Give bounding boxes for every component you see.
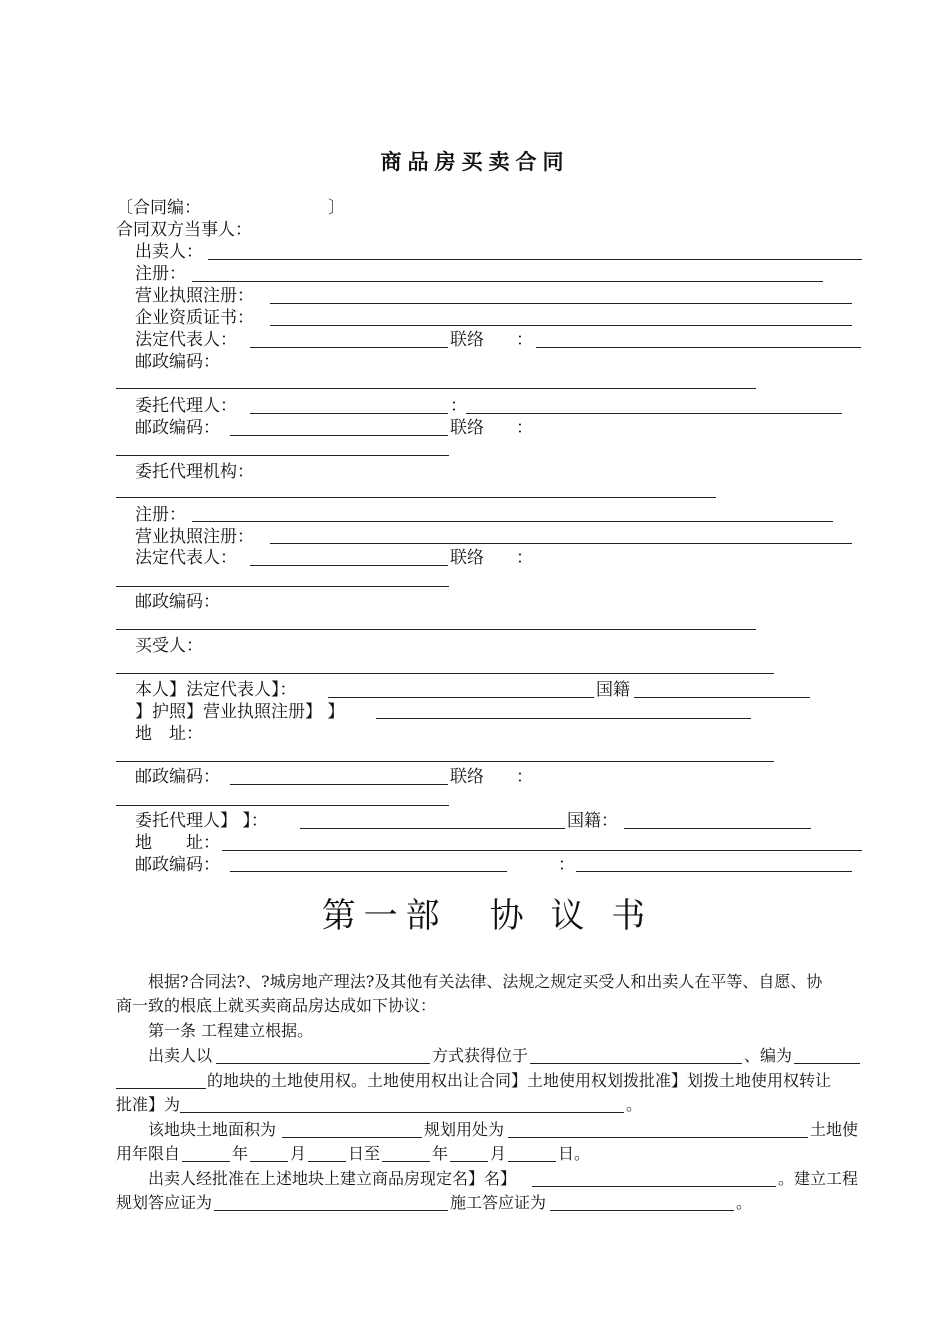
para3-planning-permit-field[interactable] <box>214 1210 448 1211</box>
seller-postcode-label: 邮政编码： <box>135 352 220 372</box>
agent-colon: ： <box>450 396 467 416</box>
agent-label: 委托代理人： <box>135 396 237 416</box>
para3-e: 。 <box>736 1193 753 1212</box>
para3-b: 。建立工程 <box>778 1169 859 1188</box>
seller-legal-rep-label: 法定代表人： <box>135 330 237 350</box>
article-1-heading: 第一条 工程建立根据。 <box>148 1021 314 1040</box>
para1-b: 方式获得位于 <box>432 1046 529 1065</box>
buyer-agent-label: 委托代理人】 】： <box>135 811 268 831</box>
para2-start-day-field[interactable] <box>308 1161 346 1162</box>
para1-number-field-2[interactable] <box>116 1088 206 1089</box>
buyer-agent-nationality-label: 国籍： <box>567 811 618 831</box>
document-title: 商品房买卖合同 <box>380 149 570 174</box>
part-one-heading: 第一部 协 议 书 <box>321 896 654 936</box>
seller-reg-label: 注册： <box>135 264 186 284</box>
para3-name-field[interactable] <box>532 1186 776 1187</box>
para3-a: 出卖人经批准在上述地块上建立商品房现定名】名】 <box>148 1169 517 1188</box>
para2-b: 规划用处为 <box>424 1120 505 1139</box>
intro-line-1: 根据?合同法?、?城房地产理法?及其他有关法律、法规之规定买受人和出卖人在平等、自愿、协 <box>148 972 823 991</box>
para2-end-month-field[interactable] <box>450 1161 488 1162</box>
agency-contact-field[interactable] <box>116 586 449 587</box>
buyer-nationality-label: 国籍 <box>596 680 630 700</box>
buyer-address2-label: 地 址： <box>135 833 220 853</box>
buyer-name-field[interactable] <box>116 673 774 674</box>
para2-c: 土地使 <box>810 1120 859 1139</box>
agent-contact-field-2[interactable] <box>116 455 449 456</box>
agent-contact-label: 联络 <box>450 418 484 438</box>
para1-method-field[interactable] <box>216 1063 430 1064</box>
seller-label: 出卖人： <box>135 242 203 262</box>
para2-end-day-field[interactable] <box>508 1161 556 1162</box>
parties-heading: 合同双方当事人： <box>116 220 252 240</box>
agency-reg-label: 注册： <box>135 505 186 525</box>
para1-number-field[interactable] <box>794 1063 860 1064</box>
seller-contact-colon: ： <box>516 330 533 350</box>
buyer-legal-rep-field[interactable] <box>328 697 594 698</box>
buyer-contact-label: 联络 <box>450 767 484 787</box>
para1-c: 、编为 <box>744 1046 793 1065</box>
buyer-legal-rep-label: 本人】法定代表人】： <box>135 680 297 700</box>
agent-contact-colon: ： <box>516 418 533 438</box>
para2-a: 该地块土地面积为 <box>148 1120 277 1139</box>
para3-c: 规划答应证为 <box>116 1193 213 1212</box>
para1-e: 批准】为 <box>116 1095 181 1114</box>
seller-postcode-field[interactable] <box>116 388 756 389</box>
agency-postcode-field[interactable] <box>116 629 756 630</box>
buyer-passport-label: 】护照】营业执照注册】 】 <box>135 702 345 722</box>
agency-license-label: 营业执照注册： <box>135 527 254 547</box>
intro-line-2: 商一致的根底上就买卖商品房达成如下协议： <box>116 996 437 1015</box>
seller-license-field[interactable] <box>270 303 852 304</box>
buyer-postcode2-label: 邮政编码： <box>135 855 220 875</box>
contract-no-close: 〕 <box>328 198 345 218</box>
para1-d: 的地块的土地使用权。土地使用权出让合同】土地使用权划拨批准】划拨土地使用权转让 <box>207 1071 832 1090</box>
agency-postcode-label: 邮政编码： <box>135 592 220 612</box>
para1-f: 。 <box>626 1095 643 1114</box>
seller-contact-label: 联络 <box>450 330 484 350</box>
para1-location-field[interactable] <box>530 1063 742 1064</box>
buyer-nationality-field[interactable] <box>634 697 810 698</box>
para2-h: 年 <box>432 1144 449 1163</box>
seller-qualification-field[interactable] <box>270 325 852 326</box>
para1-a: 出卖人以 <box>148 1046 213 1065</box>
seller-name-field[interactable] <box>208 259 862 260</box>
para2-area-field[interactable] <box>282 1137 422 1138</box>
para2-d: 用年限自 <box>116 1144 181 1163</box>
para1-approval-field[interactable] <box>180 1112 624 1113</box>
para2-start-month-field[interactable] <box>250 1161 288 1162</box>
agency-reg-field[interactable] <box>192 521 833 522</box>
seller-reg-field[interactable] <box>192 281 823 282</box>
buyer-address2-field[interactable] <box>222 850 862 851</box>
para2-f: 月 <box>290 1144 307 1163</box>
buyer-passport-field[interactable] <box>376 718 751 719</box>
buyer-colon2: ： <box>558 855 575 875</box>
agency-label: 委托代理机构： <box>135 462 254 482</box>
seller-legal-rep-field[interactable] <box>250 347 448 348</box>
agent-contact-field[interactable] <box>466 413 842 414</box>
contract-no-label: 〔合同编： <box>116 198 201 218</box>
buyer-agent-nationality-field[interactable] <box>624 828 811 829</box>
buyer-contact-colon: ： <box>516 767 533 787</box>
buyer-contact-field[interactable] <box>116 805 449 806</box>
agent-postcode-field[interactable] <box>230 435 448 436</box>
agency-legal-rep-field[interactable] <box>250 565 448 566</box>
buyer-address-label: 地 址： <box>135 724 203 744</box>
buyer-address-field[interactable] <box>116 761 774 762</box>
para2-end-year-field[interactable] <box>382 1161 430 1162</box>
buyer-label: 买受人： <box>135 636 203 656</box>
agency-contact-colon: ： <box>516 548 533 568</box>
buyer-postcode-field[interactable] <box>230 784 448 785</box>
agency-license-field[interactable] <box>270 543 852 544</box>
para3-construction-permit-field[interactable] <box>550 1210 734 1211</box>
agent-postcode-label: 邮政编码： <box>135 418 220 438</box>
agency-legal-rep-label: 法定代表人： <box>135 548 237 568</box>
para3-d: 施工答应证为 <box>450 1193 547 1212</box>
para2-usage-field[interactable] <box>508 1137 808 1138</box>
para2-start-year-field[interactable] <box>182 1161 230 1162</box>
agency-contact-label: 联络 <box>450 548 484 568</box>
agent-name-field[interactable] <box>250 413 448 414</box>
para2-e: 年 <box>232 1144 249 1163</box>
para2-g: 日至 <box>348 1144 381 1163</box>
buyer-postcode-label: 邮政编码： <box>135 767 220 787</box>
buyer-contact2-field[interactable] <box>576 871 852 872</box>
para2-j: 日。 <box>558 1144 591 1163</box>
seller-license-label: 营业执照注册： <box>135 286 254 306</box>
seller-contact-field[interactable] <box>536 347 861 348</box>
seller-qualification-label: 企业资质证书： <box>135 308 254 328</box>
buyer-agent-field[interactable] <box>300 828 565 829</box>
buyer-postcode2-field[interactable] <box>230 871 507 872</box>
agency-name-field[interactable] <box>116 497 716 498</box>
para2-i: 月 <box>490 1144 507 1163</box>
